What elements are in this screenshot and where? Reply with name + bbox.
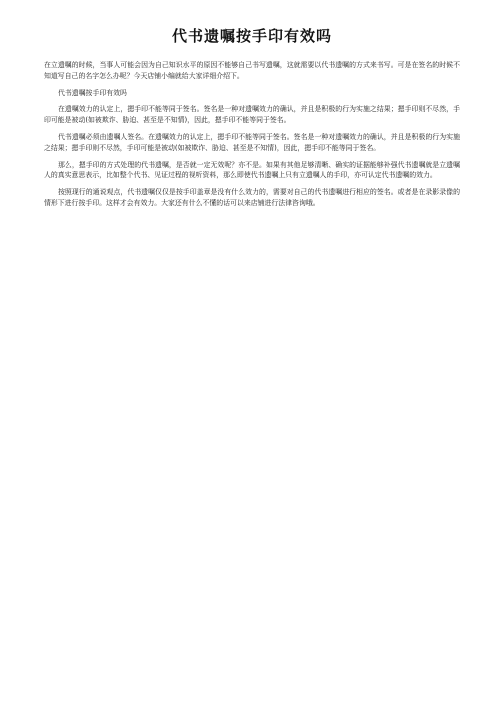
body-paragraph-3: 那么，摁手印的方式处理的代书遗嘱，是否就一定无效呢？亦不是。如果有其他足够清晰、确实的证据能够补强代书遗嘱就是立遗嘱人的真实意思表示，比如整个代书、见证过程的视听资料，那么即使代书遗嘱上只有立遗嘱人的手印，亦可认定代书遗嘱的效力。 xyxy=(44,160,460,180)
body-paragraph-1: 在遗嘱效力的认定上，摁手印不能等同于签名。签名是一种对遗嘱效力的确认，并且是积极的行为实施之结果；摁手印则不尽然，手印可能是被动(如被欺诈、胁迫、甚至是不知情)，因此，摁手印不能等同于签名。 xyxy=(44,105,460,125)
body-paragraph-2: 代书遗嘱必须由遗嘱人签名。在遗嘱效力的认定上，摁手印不能等同于签名。签名是一种对遗嘱效力的确认，并且是积极的行为实施之结果；摁手印则不尽然，手印可能是被动(如被欺诈、胁迫、甚至是不知情)，因此，摁手印不能等同于签名。 xyxy=(44,132,460,152)
document-title: 代书遗嘱按手印有效吗 xyxy=(171,27,332,45)
section-heading: 代书遗嘱按手印有效吗 xyxy=(58,88,127,97)
body-paragraph-4: 按照现行的通说观点，代书遗嘱仅仅是按手印盖章是没有什么效力的，需要对自己的代书遗嘱进行相应的签名。或者是在录影录像的情形下进行按手印。这样才会有效力。大家还有什么不懂的话可以来店铺进行法律咨询哦。 xyxy=(44,188,460,207)
intro-paragraph: 在立遗嘱的时候，当事人可能会因为自己知识水平的原因不能够自己书写遗嘱，这就需要以代书遗嘱的方式来书写。可是在签名的时候不知道写自己的名字怎么办呢？今天店铺小编就给大家详细介绍下。 xyxy=(44,61,460,80)
